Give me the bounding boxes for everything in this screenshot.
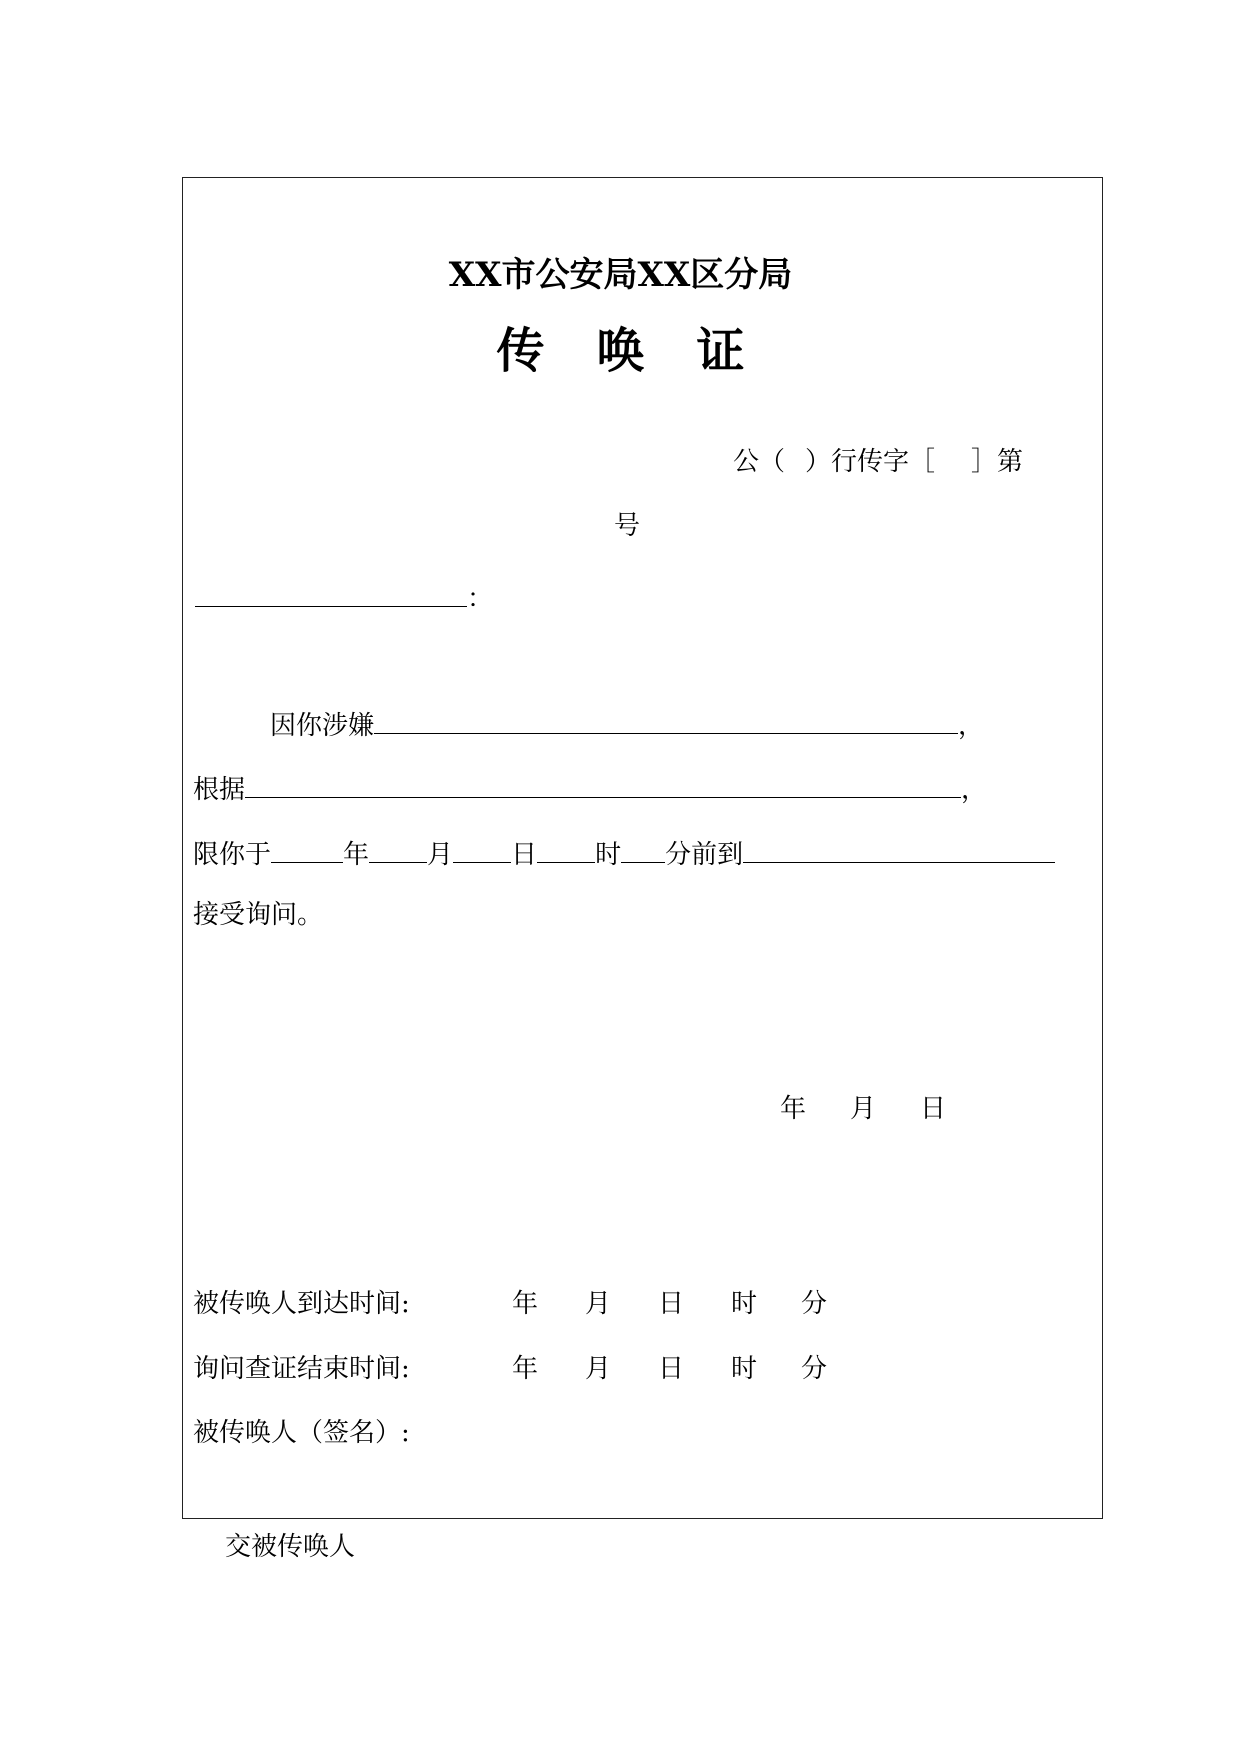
arrival-year: 年 — [512, 1289, 539, 1319]
end-month: 月 — [585, 1354, 612, 1384]
accept-inquiry: 接受询问。 — [193, 900, 324, 930]
limit-label: 限你于 — [193, 840, 272, 870]
end-day: 日 — [658, 1354, 685, 1384]
agency-title: XX市公安局XX区分局 — [448, 255, 793, 295]
signature-label: 被传唤人（签名）: — [193, 1418, 410, 1448]
document-number — [733, 449, 1023, 475]
deadline-hour-blank[interactable] — [537, 836, 595, 863]
addressee-blank[interactable] — [195, 580, 467, 607]
arrival-minute: 分 — [801, 1289, 828, 1319]
deadline-minute-blank[interactable] — [621, 836, 665, 863]
end-year: 年 — [512, 1354, 539, 1384]
issue-month: 月 — [850, 1094, 877, 1124]
arrival-month: 月 — [585, 1289, 612, 1319]
reason-line — [270, 707, 984, 739]
docnum-prefix: 公（ — [733, 447, 786, 477]
basis-blank[interactable] — [245, 771, 961, 798]
deadline-month: 月 — [427, 840, 454, 870]
arrival-time-label: 被传唤人到达时间: — [193, 1289, 410, 1319]
docnum-hao: 号 — [614, 511, 641, 541]
deadline-minute-label: 分前到 — [665, 840, 744, 870]
document-title — [0, 323, 1241, 379]
basis-label: 根据 — [193, 775, 246, 805]
deadline-month-blank[interactable] — [369, 836, 427, 863]
basis-line — [193, 771, 987, 803]
deadline-year-blank[interactable] — [271, 836, 343, 863]
end-time-label: 询问查证结束时间: — [193, 1354, 410, 1384]
deadline-hour: 时 — [595, 840, 622, 870]
end-hour: 时 — [731, 1354, 758, 1384]
footer-note: 交被传唤人 — [225, 1532, 356, 1562]
reason-blank[interactable] — [374, 707, 958, 734]
document-title-char: 证 — [696, 323, 745, 379]
issue-year: 年 — [780, 1094, 807, 1124]
docnum-suffix: ］第 — [971, 447, 1024, 477]
location-blank[interactable] — [743, 836, 1055, 863]
docnum-mid: ）行传字［ — [805, 447, 936, 477]
addressee-colon: ： — [467, 584, 494, 614]
deadline-line — [193, 836, 1055, 868]
addressee-line — [195, 580, 493, 612]
basis-comma: ， — [961, 775, 988, 805]
deadline-day-blank[interactable] — [453, 836, 511, 863]
arrival-day: 日 — [658, 1289, 685, 1319]
reason-label: 因你涉嫌 — [270, 711, 375, 741]
reason-comma: ， — [958, 711, 985, 741]
end-minute: 分 — [801, 1354, 828, 1384]
issue-date — [780, 1096, 946, 1122]
deadline-day: 日 — [511, 840, 538, 870]
issue-day: 日 — [920, 1094, 947, 1124]
arrival-hour: 时 — [731, 1289, 758, 1319]
document-title-char: 传 — [496, 323, 545, 379]
deadline-year: 年 — [343, 840, 370, 870]
document-title-char: 唤 — [596, 323, 645, 379]
